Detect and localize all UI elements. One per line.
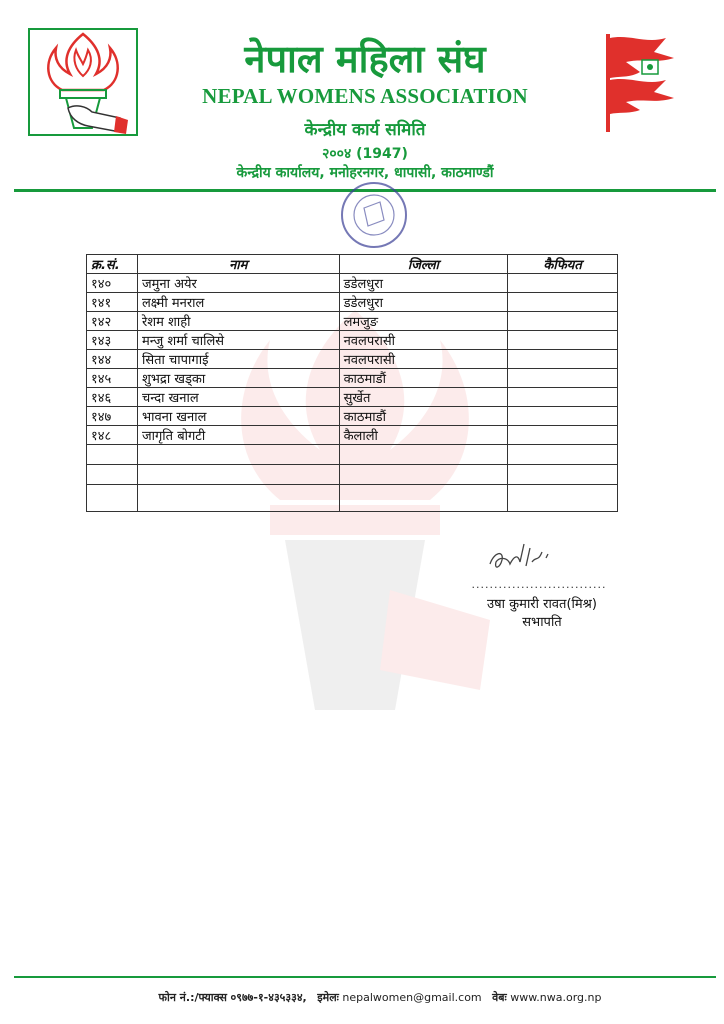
district-cell: नवलपरासी	[339, 350, 508, 369]
table-row	[87, 369, 618, 388]
flag-logo	[600, 30, 684, 134]
district-cell: काठमाडौं	[339, 369, 508, 388]
phone-value: ०९७७-१-४३५३३४,	[230, 991, 307, 1004]
serial-cell: १४७	[87, 407, 138, 426]
table-row	[87, 388, 618, 407]
col-header-remarks: कैफियत	[508, 255, 618, 274]
name-cell: जमुना अयेर	[137, 274, 339, 293]
serial-cell: १४२	[87, 312, 138, 331]
serial-cell: १४६	[87, 388, 138, 407]
org-title-nepali: नेपाल महिला संघ	[244, 37, 486, 81]
serial-cell: १४१	[87, 293, 138, 312]
name-cell: रेशम शाही	[137, 312, 339, 331]
remarks-cell	[508, 407, 618, 426]
district-cell: डडेलधुरा	[339, 293, 508, 312]
signer-name: उषा कुमारी रावत(मिश्र)	[487, 597, 597, 612]
col-header-serial: क्र.सं.	[87, 255, 138, 274]
committee-name: केन्द्रीय कार्य समिति	[304, 120, 426, 140]
remarks-cell	[508, 274, 618, 293]
district-cell: लमजुङ	[339, 312, 508, 331]
remarks-cell	[508, 388, 618, 407]
serial-cell: १४०	[87, 274, 138, 293]
signer-title: सभापति	[522, 615, 562, 630]
name-cell: शुभद्रा खड्का	[137, 369, 339, 388]
table-row	[87, 407, 618, 426]
table-row	[87, 350, 618, 369]
footer-contact	[100, 990, 660, 1005]
name-cell: जागृति बोगटी	[137, 426, 339, 445]
name-cell: चन्दा खनाल	[137, 388, 339, 407]
remarks-cell	[508, 350, 618, 369]
remarks-cell	[508, 331, 618, 350]
established-year: २००४ (1947)	[322, 146, 408, 162]
district-cell: सुर्खेत	[339, 388, 508, 407]
remarks-cell	[508, 312, 618, 331]
table-row	[87, 293, 618, 312]
district-cell: डडेलधुरा	[339, 274, 508, 293]
org-title-english: NEPAL WOMENS ASSOCIATION	[202, 84, 528, 108]
serial-cell: १४३	[87, 331, 138, 350]
empty-table-row	[87, 485, 618, 512]
empty-table-row	[87, 445, 618, 465]
website-link[interactable]: www.nwa.org.np	[510, 991, 602, 1004]
office-address: केन्द्रीय कार्यालय, मनोहरनगर, धापासी, काठमाण्डौं	[236, 165, 494, 181]
table-row	[87, 331, 618, 350]
name-cell: भावना खनाल	[137, 407, 339, 426]
table-row	[87, 274, 618, 293]
table-row	[87, 426, 618, 445]
serial-cell: १४५	[87, 369, 138, 388]
district-cell: कैलाली	[339, 426, 508, 445]
handwritten-signature	[486, 538, 566, 578]
remarks-cell	[508, 369, 618, 388]
web-label: वेबः	[492, 991, 507, 1004]
remarks-cell	[508, 426, 618, 445]
name-cell: सिता चापागाई	[137, 350, 339, 369]
table-header-row	[87, 255, 618, 274]
col-header-district: जिल्ला	[339, 255, 508, 274]
table-row	[87, 312, 618, 331]
serial-cell: १४८	[87, 426, 138, 445]
phone-label: फोन नं.:/फ्याक्स	[158, 991, 227, 1004]
footer-divider	[14, 976, 716, 978]
empty-table-row	[87, 465, 618, 485]
torch-logo	[28, 28, 138, 136]
email-link[interactable]: nepalwomen@gmail.com	[342, 991, 482, 1004]
col-header-name: नाम	[137, 255, 339, 274]
remarks-cell	[508, 293, 618, 312]
name-cell: लक्ष्मी मनराल	[137, 293, 339, 312]
signature-line: ..............................	[471, 578, 607, 591]
district-cell: काठमाडौं	[339, 407, 508, 426]
serial-cell: १४४	[87, 350, 138, 369]
name-cell: मन्जु शर्मा चालिसे	[137, 331, 339, 350]
member-table	[86, 254, 618, 512]
email-label: इमेलः	[317, 991, 339, 1004]
district-cell: नवलपरासी	[339, 331, 508, 350]
office-stamp	[320, 180, 428, 250]
